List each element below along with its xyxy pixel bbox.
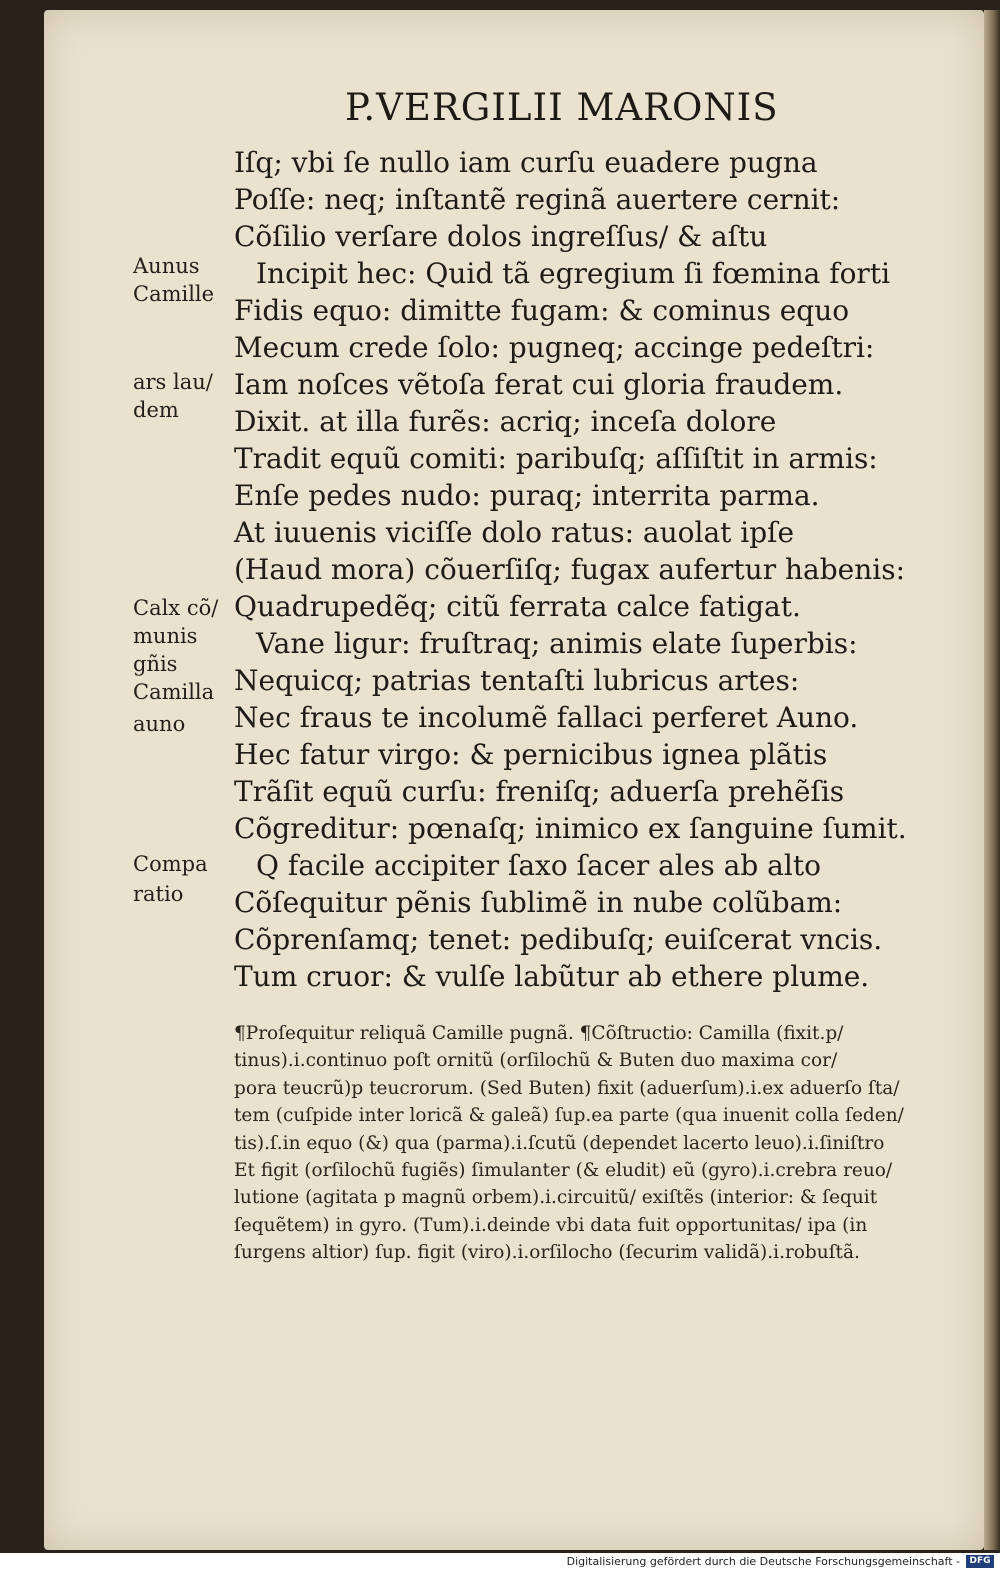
commentary-line: tem (cuſpide inter loricã & galeã) ſup.ea parte (qua inuenit colla ſeden/ bbox=[234, 1105, 904, 1127]
dfg-logo-icon: DFG bbox=[966, 1555, 994, 1568]
margin-note: munis bbox=[133, 624, 198, 648]
commentary-line: ¶Proſequitur reliquã Camille pugnã. ¶Cõſtructio: Camilla (fixit.p/ bbox=[234, 1023, 844, 1044]
verse-line: Enſe pedes nudo: puraq; interrita parma. bbox=[234, 479, 820, 512]
verse-line: Cõſilio verſare dolos ingreſſus/ & aſtu bbox=[234, 220, 768, 253]
commentary-line: tis).ſ.in equo (&) qua (parma).i.ſcutũ (dependet lacerto leuo).i.ſiniſtro bbox=[234, 1132, 885, 1154]
verse-line: Tradit equũ comiti: paribuſq; aſſiſtit in armis: bbox=[234, 442, 878, 475]
commentary-line: lutione (agitata p magnũ orbem).i.circuitũ/ exiſtẽs (interior: & ſequit bbox=[234, 1187, 878, 1209]
margin-note: auno bbox=[133, 712, 186, 736]
verse-line: At iuuenis viciſſe dolo ratus: auolat ipſe bbox=[234, 516, 795, 549]
verse-line: Fidis equo: dimitte fugam: & cominus equo bbox=[234, 294, 850, 327]
verse-line: Nequicq; patrias tentaſti lubricus artes: bbox=[234, 664, 800, 697]
margin-note: Camille bbox=[133, 282, 215, 306]
commentary-line: Et figit (orſilochũ fugiẽs) ſimulanter (& eludit) eũ (gyro).i.crebra reuo/ bbox=[234, 1160, 893, 1182]
margin-note: ratio bbox=[133, 882, 184, 906]
verse-line: Hec fatur virgo: & pernicibus ignea plãtis bbox=[234, 738, 828, 771]
margin-note: ars lau/ bbox=[133, 370, 213, 394]
verse-line: Cõgreditur: pœnaſq; inimico ex ſanguine ſumit. bbox=[234, 812, 907, 845]
verse-line: Incipit hec: Quid tã egregium ſi fœmina forti bbox=[256, 257, 891, 290]
commentary-block bbox=[234, 1020, 954, 1267]
margin-note: gñis bbox=[133, 652, 178, 676]
commentary-line: pora teucrũ)p teucrorum. (Sed Buten) fixit (aduerſum).i.ex aduerſo ſta/ bbox=[234, 1077, 900, 1099]
verse-line: Poſſe: neq; inſtantẽ reginã auertere cernit: bbox=[234, 183, 841, 216]
verse-line: Cõſequitur pẽnis ſublimẽ in nube colũbam: bbox=[234, 886, 843, 919]
verse-line: (Haud mora) cõuerſiſq; fugax aufertur habenis: bbox=[234, 553, 906, 586]
footer-credit: Digitalisierung gefördert durch die Deutsche Forschungsgemeinschaft - bbox=[566, 1555, 960, 1568]
running-head: P.VERGILII MARONIS bbox=[345, 86, 779, 129]
verse-line: Q facile accipiter ſaxo ſacer ales ab alto bbox=[256, 849, 821, 882]
margin-note: Calx cõ/ bbox=[133, 596, 219, 620]
verse-line: Trãſit equũ curſu: freniſq; aduerſa prehẽſis bbox=[234, 775, 845, 808]
verse-line: Quadrupedẽq; citũ ferrata calce fatigat. bbox=[234, 590, 801, 623]
verse-line: Mecum crede ſolo: pugneq; accinge pedeſtri: bbox=[234, 331, 875, 364]
verse-line: Iſq; vbi ſe nullo iam curſu euadere pugna bbox=[234, 146, 818, 179]
verse-line: Cõprenſamq; tenet: pedibuſq; euiſcerat vncis. bbox=[234, 923, 883, 956]
commentary-line: ſequẽtem) in gyro. (Tum).i.deinde vbi data fuit opportunitas/ ipa (in bbox=[234, 1214, 868, 1236]
verse-line: Tum cruor: & vulſe labũtur ab ethere plume. bbox=[234, 960, 870, 993]
margin-note: dem bbox=[133, 398, 179, 422]
verse-line: Nec fraus te incolumẽ fallaci perferet Auno. bbox=[234, 701, 859, 734]
verse-line: Vane ligur: fruſtraq; animis elate ſuperbis: bbox=[256, 627, 858, 660]
commentary-line: tinus).i.continuo poſt ornitũ (orſilochũ & Buten duo maxima cor/ bbox=[234, 1050, 838, 1072]
verse-line: Dixit. at illa furẽs: acriq; inceſa dolore bbox=[234, 405, 777, 438]
margin-note: Aunus bbox=[133, 254, 200, 278]
commentary-line: ſurgens altior) ſup. figit (viro).i.orſilocho (ſecurim validã).i.robuſtã. bbox=[234, 1242, 860, 1264]
margin-note: Compa bbox=[133, 852, 208, 876]
margin-note: Camilla bbox=[133, 680, 215, 704]
verse-line: Iam noſces vẽtoſa ferat cui gloria fraudem. bbox=[234, 368, 844, 401]
book-spine-edge bbox=[984, 10, 1000, 1550]
